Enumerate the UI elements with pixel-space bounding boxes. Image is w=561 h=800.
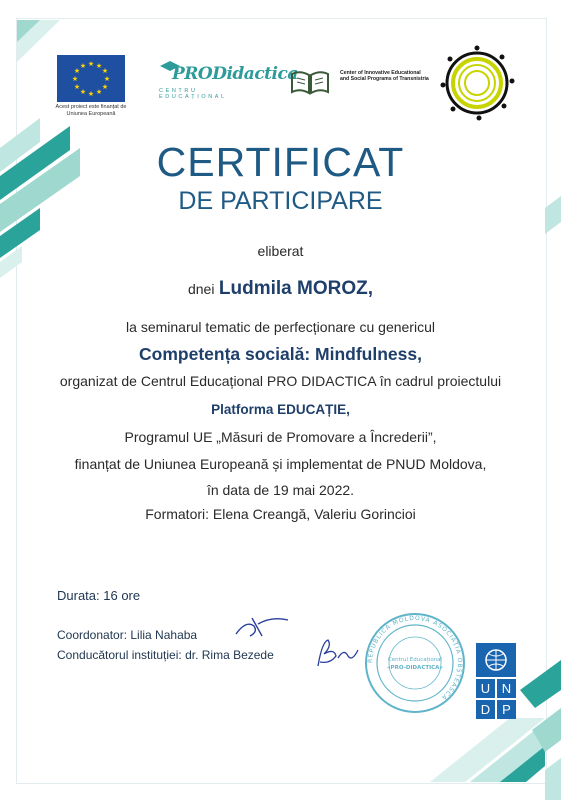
svg-text:★: ★ [79, 88, 87, 96]
program-line: Programul UE „Măsuri de Promovare a Încrederii”, [124, 429, 437, 445]
certificate-title: CERTIFICAT [156, 139, 405, 185]
project-name: Platforma EDUCAȚIE, [211, 402, 350, 417]
undp-letter-u: U [480, 681, 491, 696]
svg-text:★: ★ [73, 83, 81, 91]
undp-logo [476, 643, 516, 719]
svg-text:★: ★ [87, 90, 95, 98]
issued-text: eliberat [257, 243, 304, 259]
prodidactica-logo [158, 64, 298, 100]
director-text: Conducătorul instituției: dr. Rima Bezede [57, 648, 274, 662]
svg-text:★: ★ [101, 67, 109, 75]
svg-text:★: ★ [71, 75, 79, 83]
recipient-line [0, 278, 561, 301]
svg-text:★: ★ [73, 67, 81, 75]
seminar-title: Competența socială: Mindfulness, [139, 344, 422, 364]
prodidactica-name: PRODidactica [172, 64, 298, 84]
undp-letter-p: P [502, 702, 511, 717]
certificate-subtitle: DE PARTICIPARE [178, 187, 383, 215]
eu-funding-caption: Acest proiect este finanțat de Uniunea Europeană [55, 104, 127, 117]
prodidactica-subtitle: CENTRU EDUCAȚIONAL [159, 88, 227, 100]
director-signature [312, 632, 362, 672]
svg-text:★: ★ [87, 60, 95, 68]
funding-line: finanțat de Uniunea Europeană și implementat de PNUD Moldova, [74, 456, 487, 472]
undp-letter-n: N [501, 681, 512, 696]
undp-letter-d: D [480, 702, 491, 717]
stamp-inner-line2: «PRO-DIDACTICA» [387, 665, 443, 671]
organizer-line: organizat de Centrul Educațional PRO DIDACTICA în cadrul proiectului [59, 373, 502, 389]
recipient-prefix: dnei [187, 281, 215, 297]
official-stamp [363, 611, 467, 715]
eu-flag-logo [57, 55, 125, 102]
coordinator-signature [232, 612, 292, 640]
svg-text:★: ★ [101, 83, 109, 91]
stamp-outer-text: REPUBLICA MOLDOVA ASOCIAȚIA OBȘTEASCĂ [366, 614, 464, 702]
trainers-line: Formatori: Elena Creangă, Valeriu Gorincioi [145, 506, 416, 522]
svg-text:★: ★ [95, 88, 103, 96]
svg-text:★: ★ [79, 62, 87, 70]
date-line: în data de 19 mai 2022. [206, 482, 355, 498]
cis-logo-text: Center of Innovative Educational and Social Programs of Transnistria [340, 70, 429, 83]
svg-text:★: ★ [103, 75, 111, 83]
coordinator-text: Coordonator: Lilia Nahaba [57, 628, 198, 642]
duration-text: Durata: 16 ore [57, 588, 141, 603]
people-ring-logo [438, 43, 516, 121]
stamp-inner-line1: Centrul Educațional [387, 657, 443, 663]
recipient-name: Ludmila MOROZ, [218, 278, 374, 299]
seminar-intro: la seminarul tematic de perfecționare cu genericul [126, 319, 435, 335]
open-book-icon [289, 68, 331, 96]
svg-text:★: ★ [95, 62, 103, 70]
